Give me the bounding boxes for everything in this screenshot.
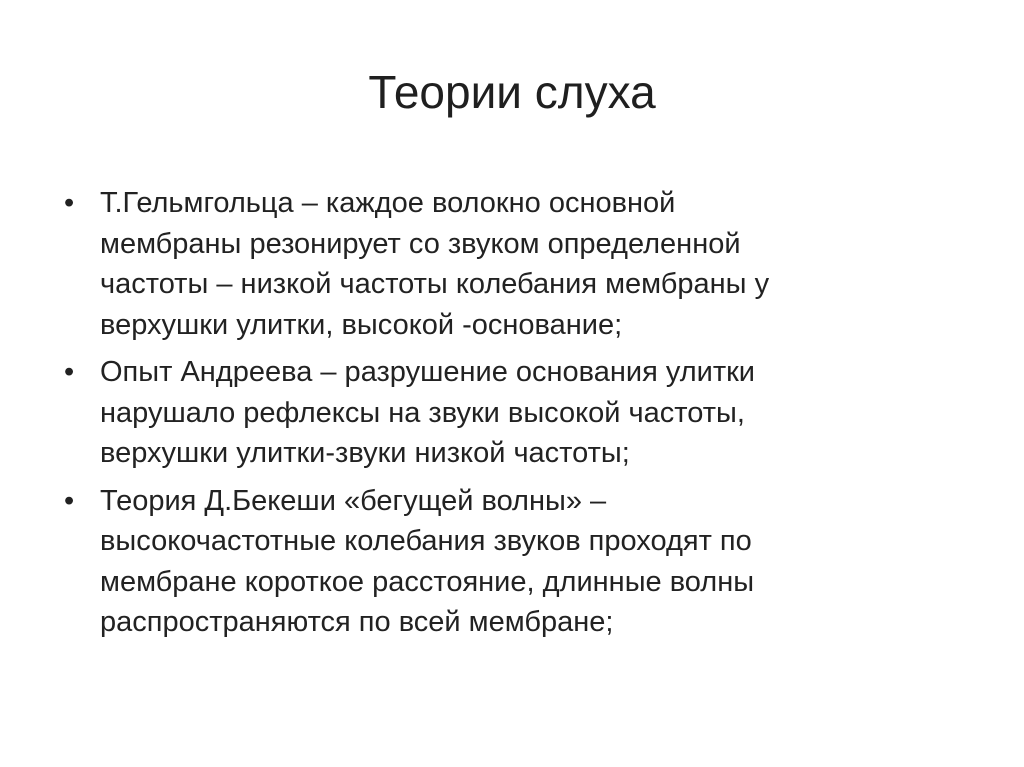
bullet-item [64, 481, 944, 643]
bullet-text-line: нарушало рефлексы на звуки высокой частоты, [100, 396, 745, 429]
bullet-text-line: высокочастотные колебания звуков проходят по [100, 525, 752, 557]
bullet-item [64, 183, 944, 345]
bullet-marker: • [64, 356, 75, 388]
bullet-text-line: Опыт Андреева – разрушение основания улитки [100, 356, 755, 388]
bullet-item [64, 352, 944, 474]
bullet-text-line: мембране короткое расстояние, длинные волны [100, 565, 755, 598]
bullet-text-line: частоты – низкой частоты колебания мембраны у [100, 268, 770, 300]
bullet-text-line: верхушки улитки-звуки низкой частоты; [100, 437, 630, 469]
bullet-text-line: Т.Гельмгольца – каждое волокно основной [100, 187, 676, 219]
bullet-list [64, 183, 944, 650]
bullet-text-line: Теория Д.Бекеши «бегущей волны» – [100, 484, 607, 517]
bullet-text-line: верхушки улитки, высокой -основание; [100, 308, 623, 341]
bullet-text-line: мембраны резонирует со звуком определенной [100, 227, 741, 260]
bullet-marker: • [64, 187, 75, 219]
slide-title: Теории слуха [368, 66, 656, 118]
bullet-text-line: распространяются по всей мембране; [100, 606, 614, 638]
bullet-marker: • [64, 484, 75, 517]
